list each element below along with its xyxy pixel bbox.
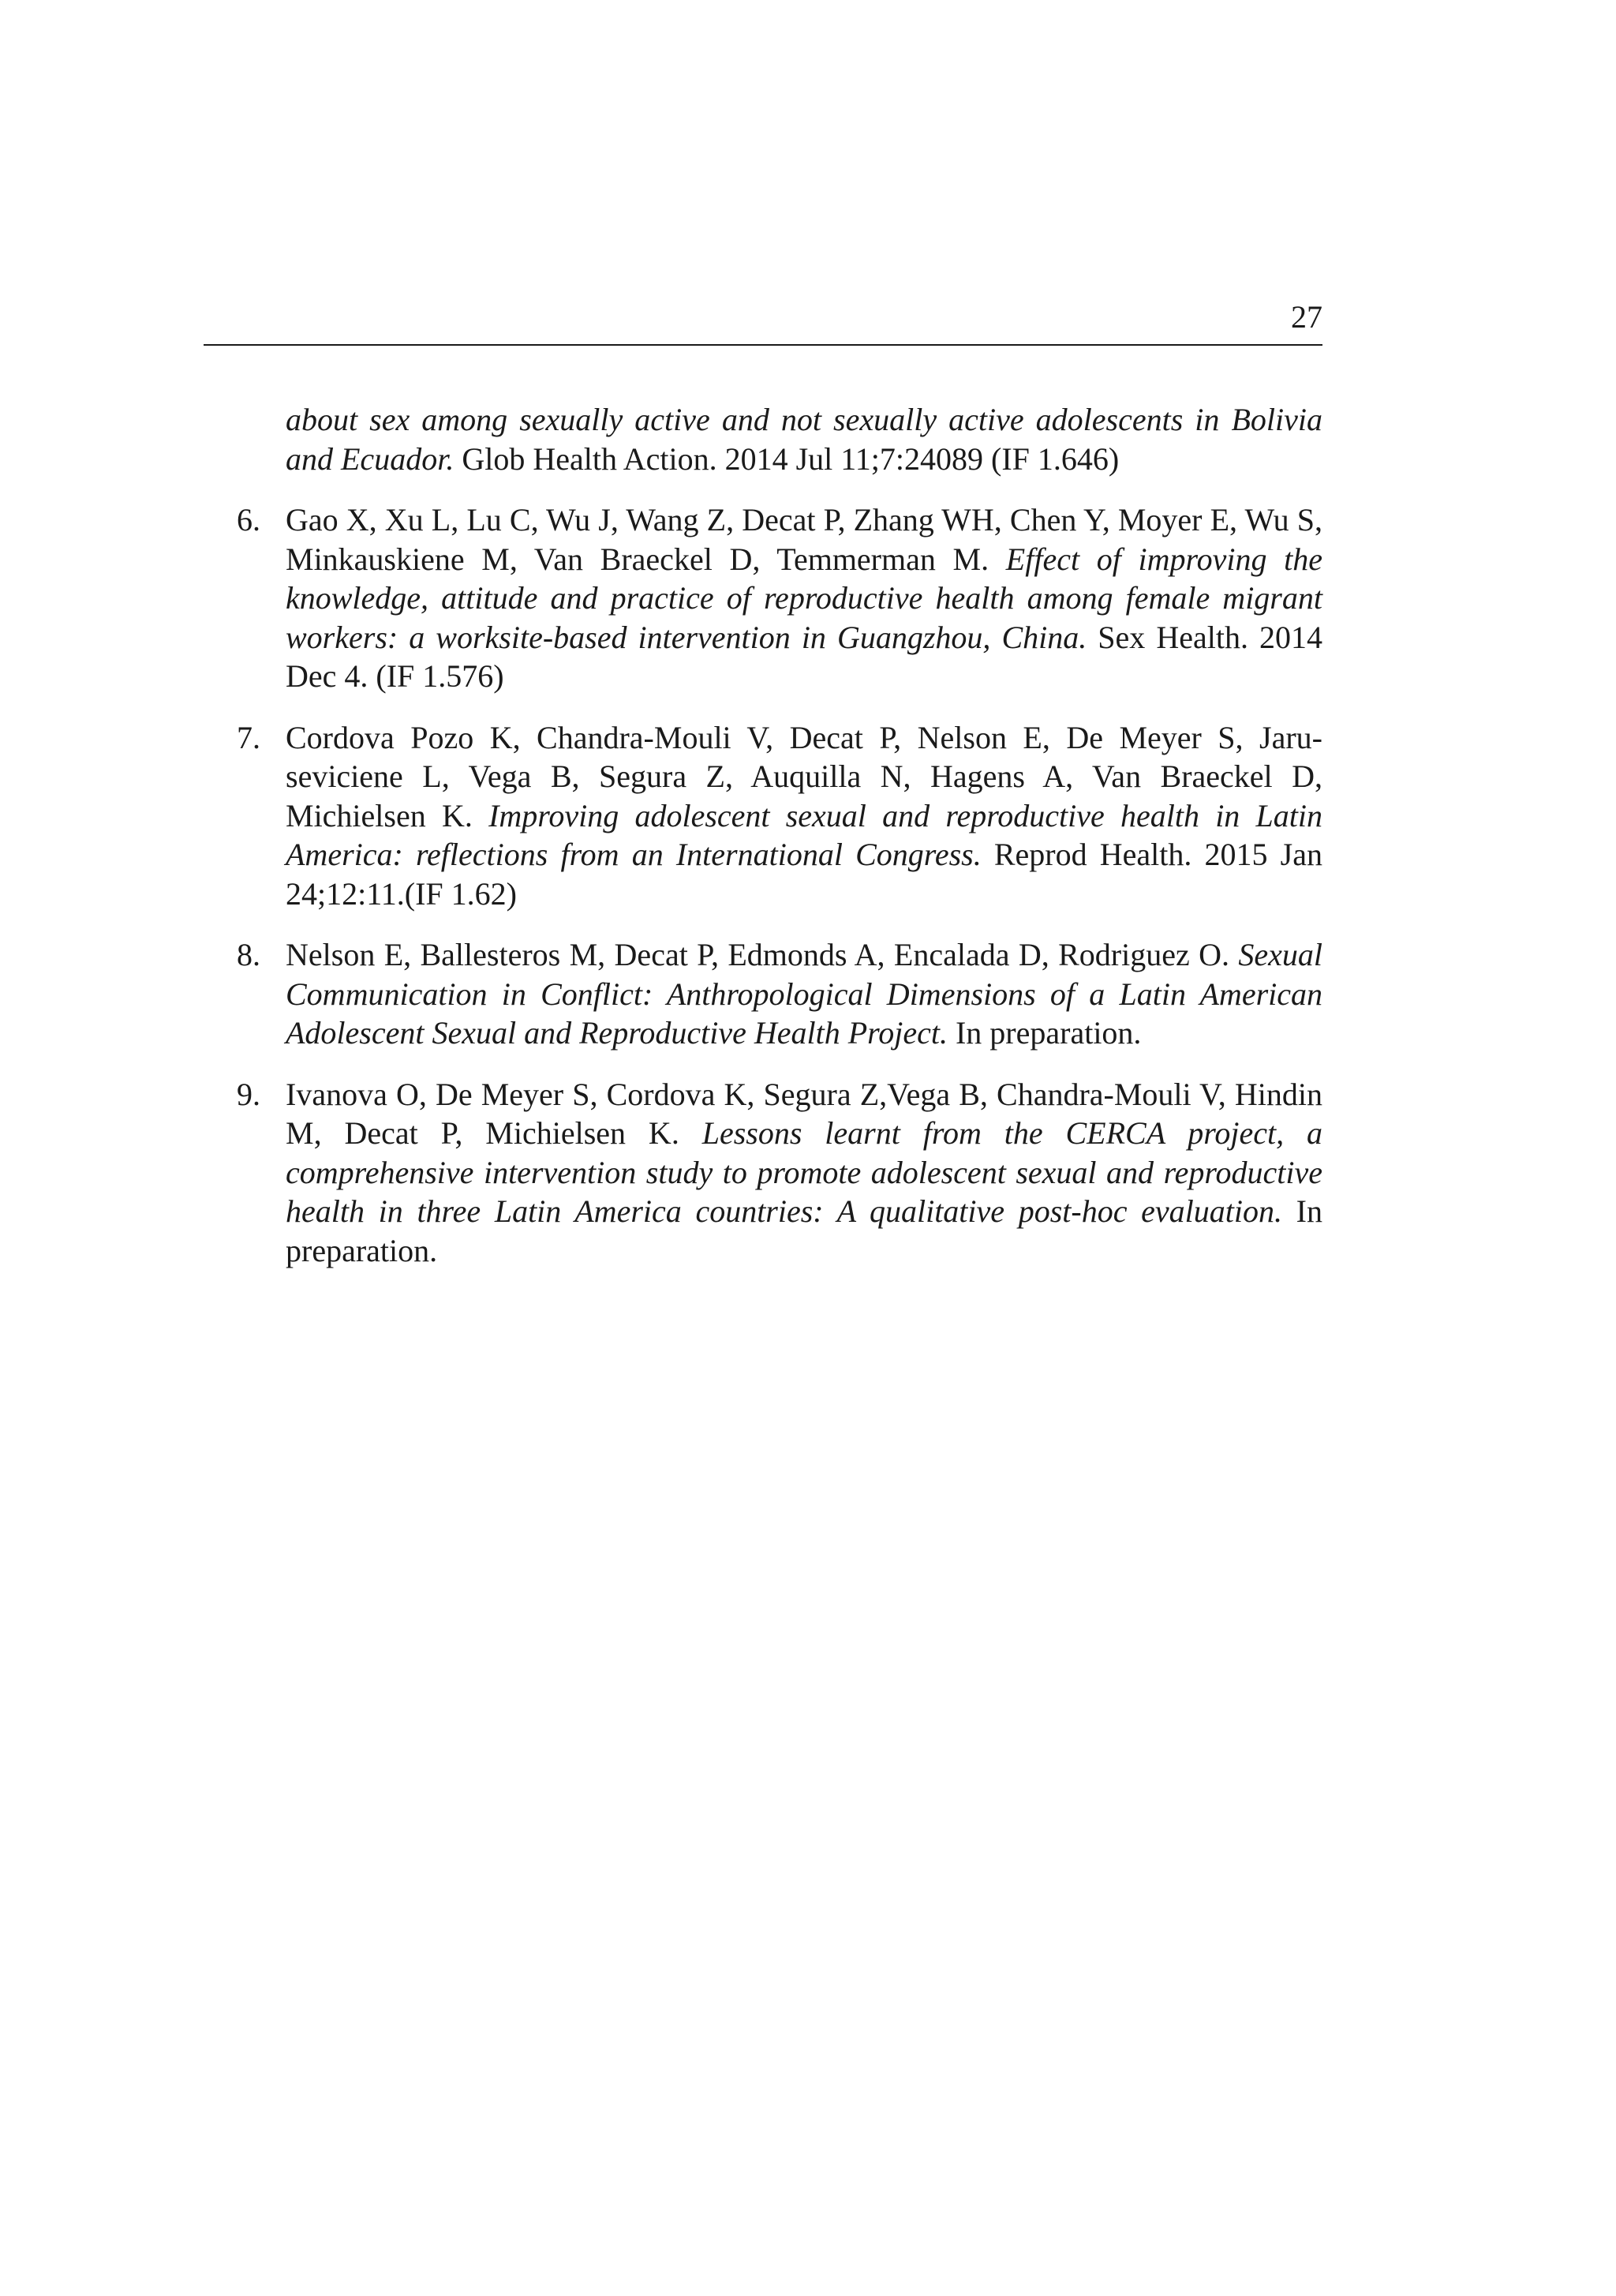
reference-authors: Ivanova O, De Meyer S, Cordova K, Segura Z,Vega B, Chandra-Mouli V, Hindin M, Decat P, Michielsen K.	[286, 1076, 1322, 1151]
reference-number: 6.	[237, 502, 260, 537]
reference-body	[286, 1075, 1322, 1271]
reference-body	[286, 935, 1322, 1053]
reference-title: Improving adolescent sexual and reproductive health in Latin America: reflections from an International Congress.	[286, 797, 1323, 872]
reference-body	[286, 500, 1322, 696]
reference-source: Reprod Health. 2015 Jan 24;12:11.(IF 1.62)	[286, 837, 1322, 912]
reference-authors: Nelson E, Ballesteros M, Decat P, Edmonds A, Encalada D, Rodriguez O.	[286, 937, 1239, 972]
reference-source: Glob Health Action. 2014 Jul 11;7:24089 (IF 1.646)	[454, 440, 1120, 477]
reference-list	[204, 400, 1322, 1292]
reference-authors: Cordova Pozo K, Chandra-Mouli V, Decat P, Nelson E, De Meyer S, Jaruseviciene L, Vega B, Segura Z, Auquilla N, Hagens A, Van Braeckel D, Michielsen K.	[286, 719, 1322, 833]
header-rule	[204, 344, 1322, 346]
reference-item-6	[204, 500, 1322, 696]
reference-continued	[286, 400, 1322, 478]
reference-title: Sexual Communication in Conflict: Anthropological Dimensions of a Latin American Adolescent Sexual and Reproductive Health Project.	[286, 937, 1322, 1051]
reference-title: Effect of improving the knowledge, attitude and practice of reproductive health among female migrant workers: a worksite-based intervention in Guangzhou, China.	[286, 541, 1322, 655]
reference-source: In preparation.	[286, 1193, 1322, 1268]
reference-title: Lessons learnt from the CERCA project, a comprehensive intervention study to promote adolescent sexual and reproductive health in three Latin America countries: A qualitative post-hoc evaluation.	[286, 1115, 1323, 1229]
reference-item-8	[204, 935, 1322, 1053]
reference-item-9	[204, 1075, 1322, 1271]
reference-number: 7.	[237, 719, 260, 755]
reference-number: 8.	[237, 937, 260, 972]
reference-item-7	[204, 718, 1322, 914]
reference-source: In preparation.	[947, 1015, 1142, 1051]
reference-number: 9.	[237, 1076, 260, 1112]
page-number: 27	[1291, 299, 1322, 335]
reference-source: Sex Health. 2014 Dec 4. (IF 1.576)	[286, 619, 1322, 694]
reference-title: about sex among sexually active and not sexually active adolescents in Bolivia and Ecuador.	[286, 402, 1322, 477]
reference-body	[286, 718, 1322, 914]
reference-authors: Gao X, Xu L, Lu C, Wu J, Wang Z, Decat P, Zhang WH, Chen Y, Moyer E, Wu S, Minkauskiene M, Van Braeckel D, Temmerman M.	[286, 502, 1322, 577]
